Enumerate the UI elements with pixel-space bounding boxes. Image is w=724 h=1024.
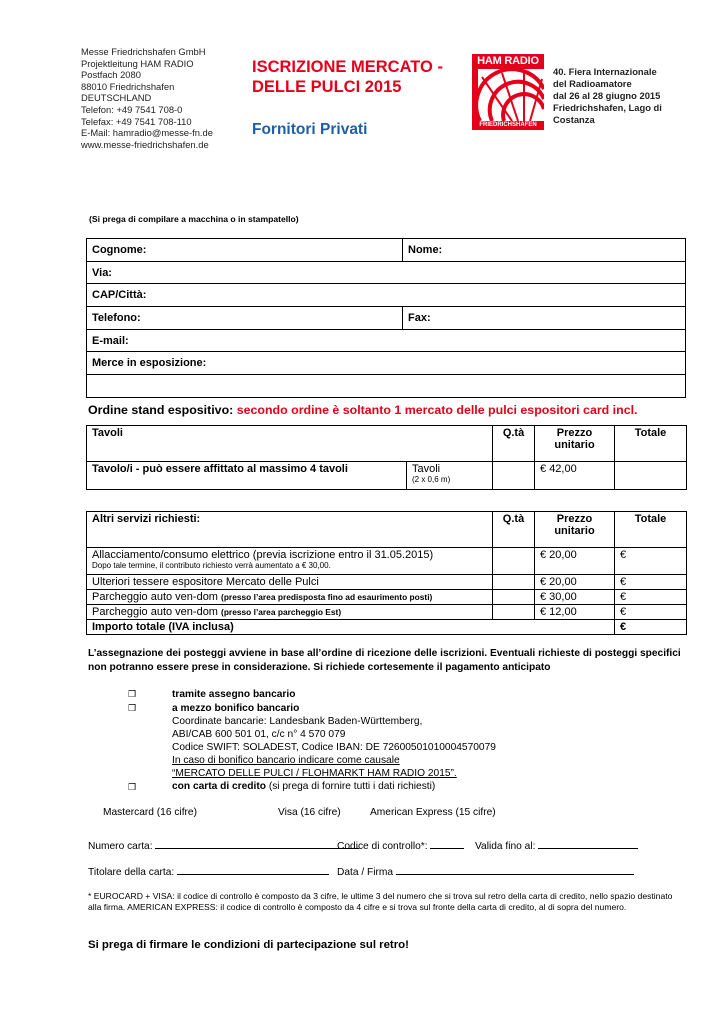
fax-field[interactable]: Fax: <box>403 307 686 330</box>
total-input[interactable]: € <box>615 590 687 605</box>
table-row: Ulteriori tessere espositore Mercato delle Pulci € 20,00 € <box>87 575 687 590</box>
merce-extra-line[interactable] <box>87 375 686 398</box>
checkbox-bonifico[interactable]: ❒ <box>128 703 137 713</box>
fill-instruction: (Si prega di compilare a macchina o in stampatello) <box>89 214 299 224</box>
total-input[interactable]: € <box>615 548 687 575</box>
services-table <box>86 511 687 635</box>
col-header-item: Tavoli <box>87 426 493 462</box>
option-carta: con carta di credito (si prega di fornire tutti i dati richiesti) <box>172 781 436 792</box>
personal-data-form <box>86 238 686 398</box>
merce-field[interactable]: Merce in esposizione: <box>87 352 686 375</box>
nome-field[interactable]: Nome: <box>403 239 686 262</box>
fair-info: 40. Fiera Internazionale del Radioamatore dal 26 al 28 giugno 2015 Friedrichshafen, Lago di Costanza <box>553 66 662 125</box>
address-line: Postfach 2080 <box>81 69 141 81</box>
card-mastercard[interactable]: Mastercard (16 cifre) <box>103 807 197 818</box>
qty-input[interactable] <box>493 548 535 575</box>
grand-total-input[interactable]: € <box>615 620 687 635</box>
total-input[interactable]: € <box>615 575 687 590</box>
codice-controllo-field[interactable]: Codice di controllo*: <box>337 841 464 852</box>
address-line: Projektleitung HAM RADIO <box>81 57 194 69</box>
col-header-total: Totale <box>615 426 687 462</box>
total-input[interactable] <box>615 462 687 490</box>
card-amex[interactable]: American Express (15 cifre) <box>370 807 496 818</box>
col-header-total: Totale <box>615 512 687 548</box>
address-line: E-Mail: hamradio@messe-fn.de <box>81 127 213 139</box>
footnote: * EUROCARD + VISA: il codice di controllo è composto da 3 cifre, le ultime 3 del numero che si trova sul retro della carta di credito, nello spazio destinato alla firma. AMERICAN EXPRESS: il codice di controllo è composto da 4 cifre e si trova sul fronte della carta di credito, al di sopra del numero. <box>88 891 673 913</box>
telefono-field[interactable]: Telefono: <box>87 307 403 330</box>
checkbox-carta[interactable]: ❒ <box>128 782 137 792</box>
col-header-price: Prezzo unitario <box>535 512 615 548</box>
qty-input[interactable] <box>493 590 535 605</box>
tables-order-table <box>86 425 687 490</box>
logo-text-bottom: FRIEDRICHSHAFEN <box>472 121 544 130</box>
assignment-notice: L’assegnazione dei posteggi avviene in base all’ordine di ricezione delle iscrizioni. Eventuali richieste di posteggi specifici non potranno essere prese in considerazione. Si richiede cortesemente il pagamento anticipato <box>88 648 681 673</box>
data-firma-field[interactable]: Data / Firma <box>337 867 634 878</box>
total-row: Importo totale (IVA inclusa) € <box>87 620 687 635</box>
qty-input[interactable] <box>493 462 535 490</box>
cognome-field[interactable]: Cognome: <box>87 239 403 262</box>
address-line: www.messe-friedrichshafen.de <box>81 138 209 150</box>
signature-notice: Si prega di firmare le condizioni di partecipazione sul retro! <box>88 939 409 951</box>
table-row: Tavolo/i - può essere affittato al massimo 4 tavoli Tavoli (2 x 0,6 m) € 42,00 <box>87 462 687 490</box>
option-assegno: tramite assegno bancario <box>172 689 296 700</box>
document-subtitle: Fornitori Privati <box>252 121 368 138</box>
ham-radio-logo <box>472 54 544 130</box>
address-line: Messe Friedrichshafen GmbH <box>81 46 206 57</box>
via-field[interactable]: Via: <box>87 261 686 284</box>
sender-address <box>81 46 213 150</box>
bank-details: Coordinate bancarie: Landesbank Baden-Württemberg, ABI/CAB 600 501 01, c/c n° 4 570 079 Codice SWIFT: SOLADEST, Codice IBAN: DE 72600501010004570079 In caso di bonifico bancario indicare come causale “MERCATO DELLE PULCI / FLOHMARKT HAM RADIO 2015”. <box>172 716 496 779</box>
numero-carta-field[interactable]: Numero carta: <box>88 841 359 852</box>
address-line: Telefon: +49 7541 708-0 <box>81 103 183 115</box>
document-title: ISCRIZIONE MERCATO - DELLE PULCI 2015 <box>252 58 443 96</box>
address-line: Telefax: +49 7541 708-110 <box>81 115 192 127</box>
table-row: Allacciamento/consumo elettrico (previa iscrizione entro il 31.05.2015) Dopo tale termine, il contributo richiesto verrà aumentato a € 30,00. € 20,00 € <box>87 548 687 575</box>
table-row: Parcheggio auto ven-dom (presso l’area parcheggio Est) € 12,00 € <box>87 605 687 620</box>
cap-city-field[interactable]: CAP/Città: <box>87 284 686 307</box>
card-visa[interactable]: Visa (16 cifre) <box>278 807 341 818</box>
col-header-price: Prezzo unitario <box>535 426 615 462</box>
qty-input[interactable] <box>493 605 535 620</box>
address-line: 88010 Friedrichshafen <box>81 80 175 92</box>
total-input[interactable]: € <box>615 605 687 620</box>
email-field[interactable]: E-mail: <box>87 329 686 352</box>
logo-graphic <box>472 69 544 121</box>
table-row: Parcheggio auto ven-dom (presso l’area predisposta fino ad esaurimento posti) € 30,00 € <box>87 590 687 605</box>
col-header-qty: Q.tà <box>493 512 535 548</box>
address-line: DEUTSCHLAND <box>81 92 152 104</box>
order-heading: Ordine stand espositivo: secondo ordine è soltanto 1 mercato delle pulci espositori card incl. <box>88 403 638 417</box>
option-bonifico: a mezzo bonifico bancario <box>172 703 300 714</box>
col-header-qty: Q.tà <box>493 426 535 462</box>
logo-text-top: HAM RADIO <box>472 54 544 69</box>
valida-field[interactable]: Valida fino al: <box>475 841 638 852</box>
qty-input[interactable] <box>493 575 535 590</box>
checkbox-assegno[interactable]: ❒ <box>128 689 137 699</box>
titolare-field[interactable]: Titolare della carta: <box>88 867 329 878</box>
col-header-item: Altri servizi richiesti: <box>87 512 493 548</box>
